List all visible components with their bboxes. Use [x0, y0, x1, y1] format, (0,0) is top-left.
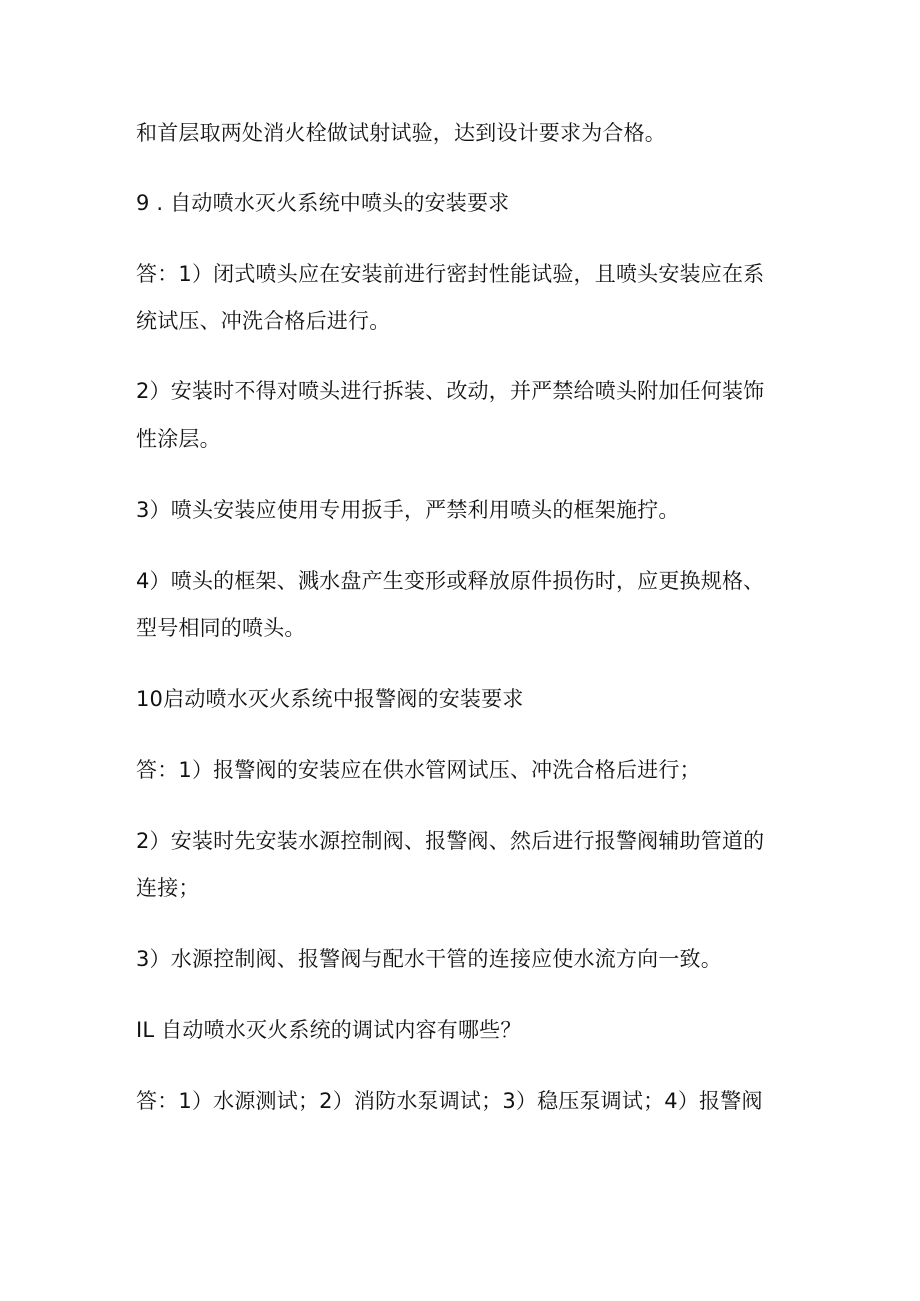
answer-9-item-4-line-1: 4）喷头的框架、溅水盘产生变形或释放原件损伤时，应更换规格、	[136, 569, 765, 593]
answer-9-item-3: 3）喷头安装应使用专用扳手，严禁利用喷头的框架施拧。	[136, 498, 680, 522]
answer-10-item-1: 答：1）报警阀的安装应在供水管网试压、冲洗合格后进行；	[136, 758, 701, 782]
text-line-1: 和首层取两处消火栓做试射试验，达到设计要求为合格。	[136, 121, 666, 145]
question-9-heading: 9 . 自动喷水灭火系统中喷头的安装要求	[136, 191, 510, 215]
answer-10-item-2-line-2: 连接；	[136, 876, 200, 900]
answer-10-item-2-line-1: 2）安装时先安装水源控制阀、报警阀、然后进行报警阀辅助管道的	[136, 829, 765, 853]
answer-9-line-2: 统试压、冲洗合格后进行。	[136, 309, 391, 333]
answer-9-item-2-line-1: 2）安装时不得对喷头进行拆装、改动，并严禁给喷头附加任何装饰	[136, 379, 765, 403]
answer-9-item-4-line-2: 型号相同的喷头。	[136, 616, 306, 640]
answer-10-item-3: 3）水源控制阀、报警阀与配水干管的连接应使水流方向一致。	[136, 947, 722, 971]
answer-9-line-1: 答：1）闭式喷头应在安装前进行密封性能试验，且喷头安装应在系	[136, 262, 765, 286]
question-11-heading: IL 自动喷水灭火系统的调试内容有哪些？	[136, 1018, 522, 1042]
answer-9-item-2-line-2: 性涂层。	[136, 427, 221, 451]
answer-11-line-1: 答：1）水源测试；2）消防水泵调试；3）稳压泵调试；4）报警阀	[136, 1089, 763, 1113]
question-10-heading: 10启动喷水灭火系统中报警阀的安装要求	[136, 687, 524, 711]
